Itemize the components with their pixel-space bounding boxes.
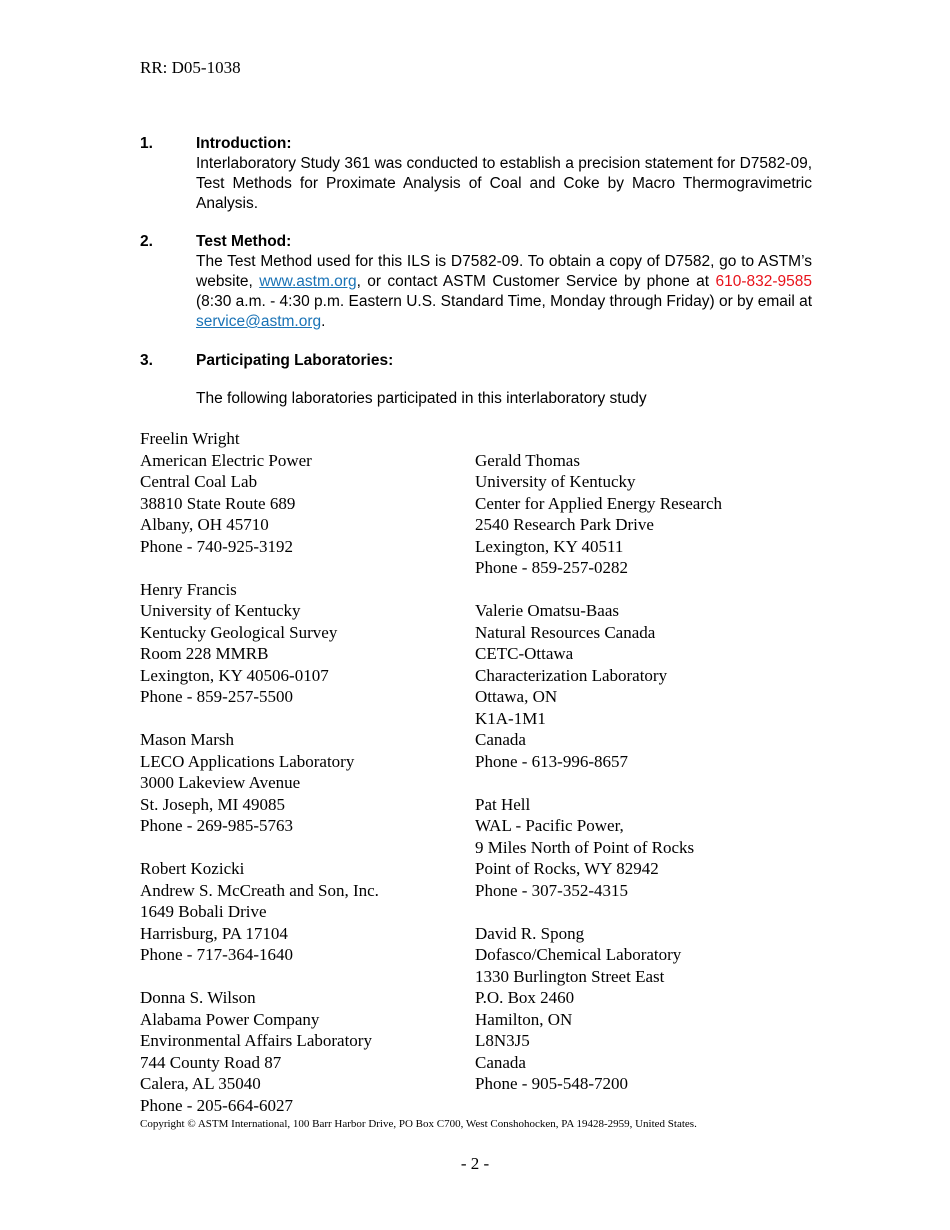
copyright-notice: Copyright © ASTM International, 100 Barr Harbor Drive, PO Box C700, West Conshohocken, PA 19428-2959, United States. bbox=[140, 1118, 697, 1130]
lab-address-line: 1649 Bobali Drive bbox=[140, 902, 267, 921]
lab-address-line: St. Joseph, MI 49085 bbox=[140, 794, 285, 814]
lab-address-line: 38810 State Route 689 bbox=[140, 493, 296, 513]
lab-contact-name: David R. Spong bbox=[475, 923, 585, 943]
lab-entry bbox=[140, 428, 480, 557]
section-text: Interlaboratory Study 361 was conducted to establish a precision statement for D7582-09, Test Methods for Proximate Analysis of Coal and Coke by Macro Thermogravimetric Analysis. bbox=[196, 155, 812, 212]
section-number: 1. bbox=[140, 135, 153, 152]
lab-entry bbox=[475, 450, 815, 579]
lab-address-line: Lexington, KY 40506-0107 bbox=[140, 665, 329, 685]
lab-entry bbox=[140, 987, 480, 1116]
text-segment: , or contact ASTM Customer Service by phone at bbox=[356, 273, 716, 290]
lab-address-line: Harrisburg, PA 17104 bbox=[140, 923, 288, 943]
section-introduction bbox=[140, 134, 812, 214]
lab-address-line: Canada bbox=[475, 1052, 526, 1072]
lab-entry bbox=[475, 794, 815, 902]
lab-address-line: Phone - 613-996-8657 bbox=[475, 751, 628, 771]
service-email-link[interactable]: service@astm.org bbox=[196, 313, 322, 330]
lab-entry bbox=[140, 579, 480, 708]
lab-address-line: Phone - 859-257-5500 bbox=[140, 687, 293, 706]
lab-address-line: University of Kentucky bbox=[475, 472, 636, 491]
lab-address-line: Albany, OH 45710 bbox=[140, 515, 269, 534]
lab-entry bbox=[140, 858, 480, 966]
section-number: 2. bbox=[140, 233, 153, 250]
lab-address-line: University of Kentucky bbox=[140, 601, 301, 620]
lab-contact-name: Valerie Omatsu-Baas bbox=[475, 601, 619, 620]
report-reference: RR: D05-1038 bbox=[140, 58, 241, 77]
lab-address-line: 744 County Road 87 bbox=[140, 1052, 282, 1072]
lab-address-line: Phone - 205-664-6027 bbox=[140, 1095, 293, 1115]
lab-address-line: Phone - 859-257-0282 bbox=[475, 558, 628, 577]
lab-address-line: Natural Resources Canada bbox=[475, 622, 656, 642]
section-title: Participating Laboratories: bbox=[196, 352, 394, 369]
lab-entry bbox=[475, 600, 815, 772]
lab-address-line: Phone - 740-925-3192 bbox=[140, 536, 293, 556]
section-number: 3. bbox=[140, 352, 153, 369]
lab-address-line: Central Coal Lab bbox=[140, 472, 258, 491]
lab-contact-name: Mason Marsh bbox=[140, 730, 234, 749]
lab-address-line: Phone - 717-364-1640 bbox=[140, 945, 293, 964]
text-segment: (8:30 a.m. - 4:30 p.m. Eastern U.S. Standard Time, Monday through Friday) or by email at bbox=[196, 293, 812, 310]
lab-address-line: 9 Miles North of Point of Rocks bbox=[475, 837, 695, 857]
lab-address-line: Lexington, KY 40511 bbox=[475, 536, 624, 556]
lab-address-line: K1A-1M1 bbox=[475, 708, 546, 728]
section-title: Test Method: bbox=[196, 233, 292, 250]
section-intro: The following laboratories participated in this interlaboratory study bbox=[196, 390, 647, 407]
lab-address-line: Andrew S. McCreath and Son, Inc. bbox=[140, 880, 379, 900]
customer-service-phone[interactable]: 610-832-9585 bbox=[715, 273, 812, 290]
lab-address-line: 1330 Burlington Street East bbox=[475, 966, 665, 986]
labs-right-column bbox=[475, 450, 815, 1117]
text-segment: The Test Method used for this ILS is D7582-09. To obtain a copy of D7582, go to ASTM’s website, bbox=[196, 253, 812, 290]
lab-address-line: Canada bbox=[475, 730, 526, 749]
lab-address-line: Calera, AL 35040 bbox=[140, 1074, 261, 1093]
lab-address-line: Environmental Affairs Laboratory bbox=[140, 1031, 372, 1050]
lab-address-line: L8N3J5 bbox=[475, 1031, 530, 1050]
section-text bbox=[196, 252, 812, 332]
lab-contact-name: Donna S. Wilson bbox=[140, 988, 256, 1007]
lab-address-line: Phone - 307-352-4315 bbox=[475, 880, 628, 900]
lab-contact-name: Freelin Wright bbox=[140, 429, 240, 448]
lab-address-line: Ottawa, ON bbox=[475, 687, 558, 706]
lab-address-line: 3000 Lakeview Avenue bbox=[140, 773, 301, 792]
lab-address-line: Phone - 269-985-5763 bbox=[140, 816, 293, 835]
section-title: Introduction: bbox=[196, 135, 292, 152]
labs-left-column bbox=[140, 428, 480, 1138]
lab-address-line: CETC-Ottawa bbox=[475, 644, 574, 663]
astm-website-link[interactable]: www.astm.org bbox=[259, 273, 357, 290]
lab-address-line: Hamilton, ON bbox=[475, 1009, 573, 1029]
section-participating-labs bbox=[140, 351, 812, 409]
lab-entry bbox=[475, 923, 815, 1095]
lab-address-line: Phone - 905-548-7200 bbox=[475, 1074, 628, 1093]
lab-address-line: Dofasco/Chemical Laboratory bbox=[475, 945, 682, 964]
lab-contact-name: Robert Kozicki bbox=[140, 859, 245, 878]
lab-address-line: P.O. Box 2460 bbox=[475, 988, 575, 1007]
lab-address-line: Point of Rocks, WY 82942 bbox=[475, 859, 659, 878]
text-segment: . bbox=[321, 313, 326, 330]
lab-address-line: Characterization Laboratory bbox=[475, 665, 668, 685]
section-test-method bbox=[140, 232, 812, 332]
lab-address-line: American Electric Power bbox=[140, 450, 312, 470]
lab-address-line: 2540 Research Park Drive bbox=[475, 515, 654, 534]
lab-address-line: Kentucky Geological Survey bbox=[140, 622, 338, 642]
lab-contact-name: Henry Francis bbox=[140, 579, 237, 599]
lab-address-line: Alabama Power Company bbox=[140, 1009, 320, 1029]
lab-address-line: Center for Applied Energy Research bbox=[475, 493, 723, 513]
lab-entry bbox=[140, 729, 480, 837]
lab-contact-name: Gerald Thomas bbox=[475, 450, 580, 470]
lab-address-line: WAL - Pacific Power, bbox=[475, 816, 624, 835]
lab-contact-name: Pat Hell bbox=[475, 794, 531, 814]
lab-address-line: Room 228 MMRB bbox=[140, 644, 269, 663]
page-number: - 2 - bbox=[460, 1154, 490, 1173]
lab-address-line: LECO Applications Laboratory bbox=[140, 751, 355, 771]
